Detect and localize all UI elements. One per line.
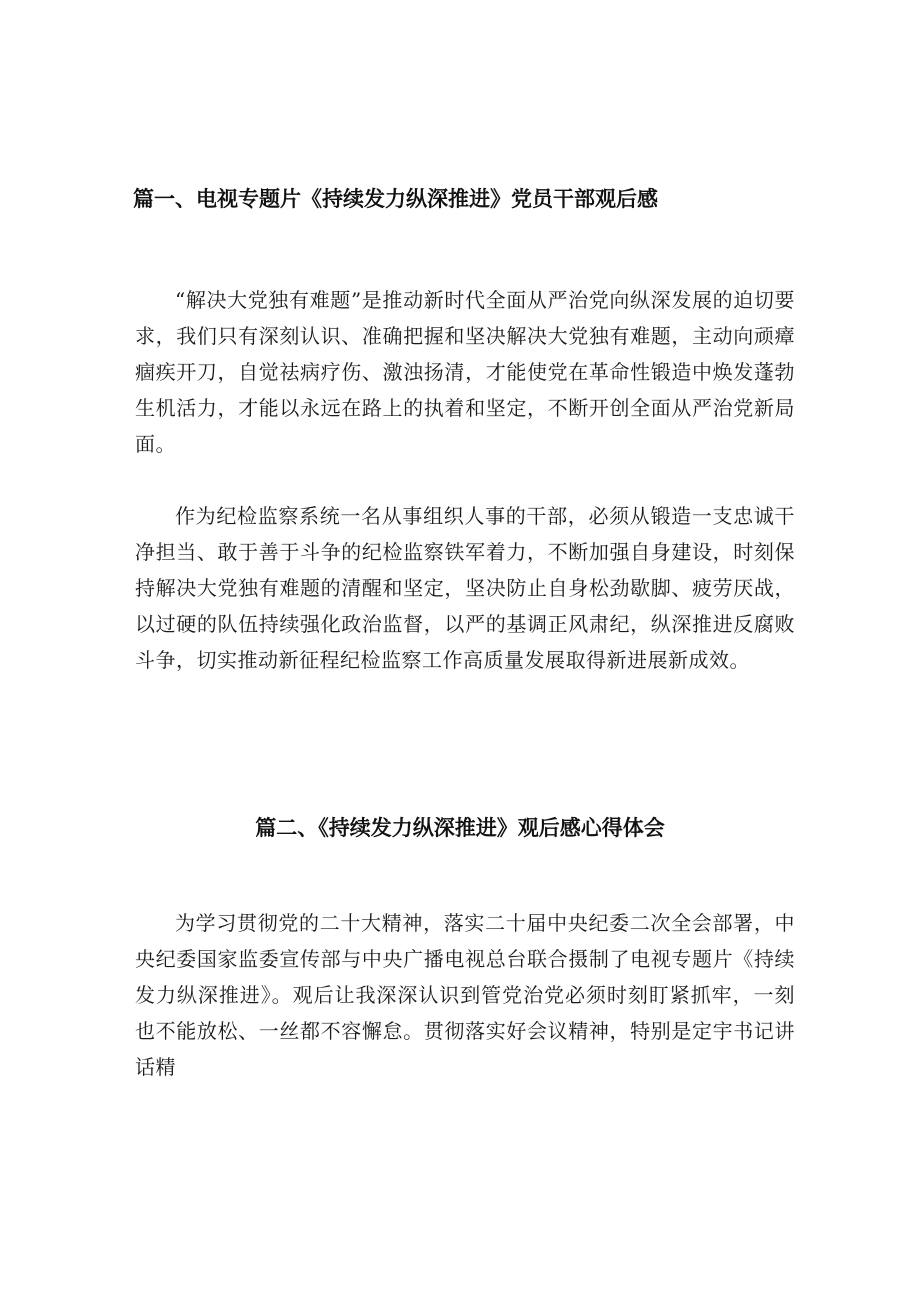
section-2-paragraph-1: 为学习贯彻党的二十大精神，落实二十届中央纪委二次全会部署，中央纪委国家监委宣传部与中央广播电视总台联合摄制了电视专题片《持续发力纵深推进》。观后让我深深认识到管党治党必须时刻盯紧抓牢，一刻也不能放松、一丝都不容懈怠。贯彻落实好会议精神，特别是定宇书记讲话精 (135, 911, 795, 1079)
section-1-heading: 篇一、电视专题片《持续发力纵深推进》党员干部观后感 (133, 187, 658, 211)
section-1-paragraph-2: 作为纪检监察系统一名从事组织人事的干部，必须从锻造一支忠诚干净担当、敢于善于斗争的纪检监察铁军着力，不断加强自身建设，时刻保持解决大党独有难题的清醒和坚定，坚决防止自身松劲歇脚、疲劳厌战，以过硬的队伍持续强化政治监督，以严的基调正风肃纪，纵深推进反腐败斗争，切实推动新征程纪检监察工作高质量发展取得新进展新成效。 (135, 504, 795, 672)
section-1-paragraph-1: “解决大党独有难题”是推动新时代全面从严治党向纵深发展的迫切要求，我们只有深刻认识、准确把握和坚决解决大党独有难题，主动向顽瘴痼疾开刀，自觉祛病疗伤、激浊扬清，才能使党在革命性锻造中焕发蓬勃生机活力，才能以永远在路上的执着和坚定，不断开创全面从严治党新局面。 (135, 288, 795, 456)
section-2-heading: 篇二、《持续发力纵深推进》观后感心得体会 (255, 816, 665, 840)
